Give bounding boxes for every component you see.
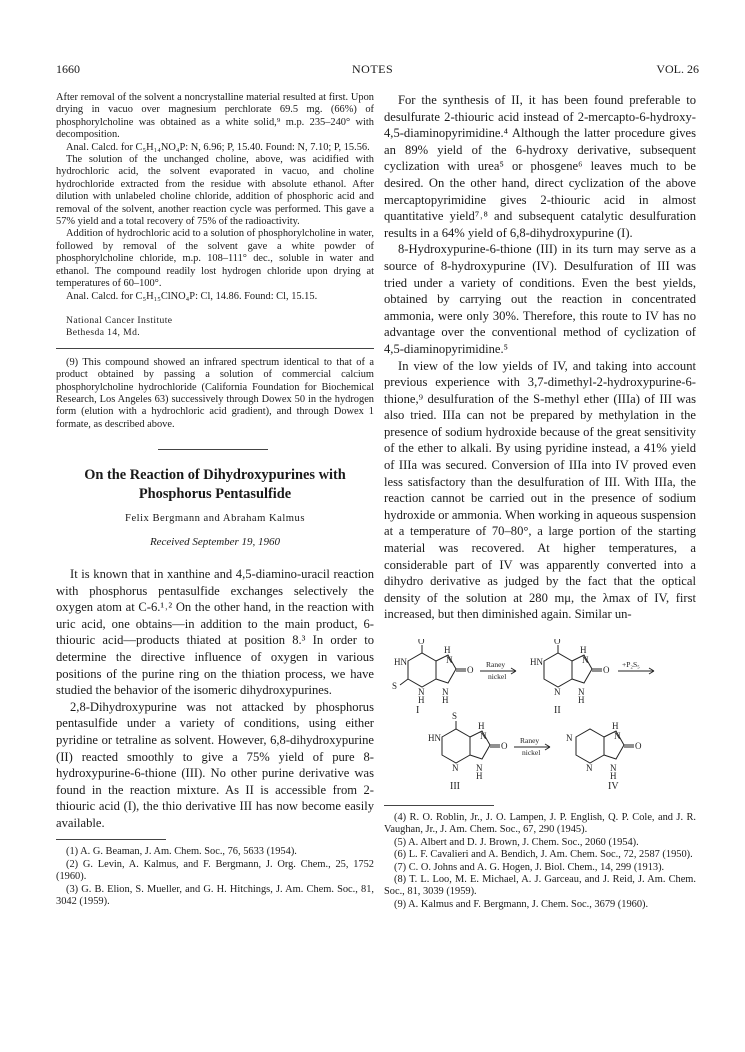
footnotes [56,846,374,908]
svg-text:O: O [418,639,425,646]
volume-label: VOL. 26 [656,62,699,76]
compound-i-structure [392,639,474,716]
affiliation [56,315,374,340]
svg-text:N: N [566,733,573,743]
svg-text:+P₂S₅: +P₂S₅ [622,660,640,669]
compound-label: IV [608,781,619,789]
footnotes [384,812,696,911]
paragraph: 2,8-Dihydroxypurine was not attacked by phosphorus pentasulfide under a variety of conditions, using either pyridine or tetraline as solvent. However, 6,8-dihydroxypurine (II) reacted smoothly to give a 75% yield of pure 8-hydroxypurine-6-thione (III). No other purine derivative was found in the reaction mixture. As II is accessible from 2-thiouric acid (I), the thio derivative III has now become easily available. [56,699,374,830]
authors: Felix Bergmann and Abraham Kalmus [125,512,305,524]
svg-text:H: H [580,645,587,655]
article-title: On the Reaction of Dihydroxypurines with Phosphorus Pentasulfide [84,467,346,502]
compound-iii-structure [428,711,508,789]
compound-label: II [554,705,561,716]
analysis-paragraph: Anal. Calcd. for C₅H₁₅ClNO₄P: Cl, 14.86. Found: Cl, 15.15. [66,290,318,302]
left-column [56,92,374,909]
footnote: (4) R. O. Roblin, Jr., J. O. Lampen, J. P. English, Q. P. Cole, and J. R. Vaughan, Jr., J. Am. Chem. Soc., 67, 290 (1945). [384,812,696,836]
svg-text:H: H [578,695,585,705]
footnote: (9) A. Kalmus and F. Bergmann, J. Chem. Soc., 3679 (1960). [394,898,649,910]
svg-text:N: N [578,687,585,697]
svg-text:S: S [452,711,458,721]
svg-text:N: N [452,763,459,773]
footnote-rule [56,348,374,349]
svg-text:H: H [612,721,619,731]
svg-text:HN: HN [530,657,543,667]
svg-text:N: N [610,763,617,773]
arrow-raney-nickel [480,660,516,681]
article-body [56,566,374,832]
affiliation-line: Bethesda 14, Md. [66,327,141,339]
svg-text:O: O [554,639,561,646]
compound-label: I [416,705,420,716]
svg-text:N: N [442,687,449,697]
svg-text:O: O [501,741,508,751]
footnote: (1) A. G. Beaman, J. Am. Chem. Soc., 76, 5633 (1954). [66,846,297,858]
paragraph: The solution of the unchanged choline, above, was acidified with hydrochloric acid, the solvent evaporated in vacuo, and choline hydrochloride extracted from the residue with absolute ethanol. After dilution with unlabeled choline chloride, addition of phosphoric acid and removal of the solvent, another reaction cycle was performed. This gave a 57% yield and a total recovery of 75% of the radioactivity. [56,154,374,228]
article-body [384,92,696,623]
article-separator [158,449,268,450]
svg-text:H: H [442,695,449,705]
svg-text:N: N [418,687,425,697]
preceding-article-tail [56,92,374,303]
svg-text:Raney: Raney [486,660,506,669]
compound-iv-structure [566,721,642,789]
svg-text:Raney: Raney [520,736,540,745]
svg-text:H: H [418,695,425,705]
svg-text:N: N [554,687,561,697]
affiliation-line: National Cancer Institute [66,314,173,326]
compound-ii-structure [530,639,610,716]
paragraph: After removal of the solvent a noncrystalline material resulted at first. Upon drying in vacuo over magnesium perchlorate 69.5 mg. (66%) of phosphorylcholine was obtained as a white solid,⁹ m.p. 235–240° with decomposition. [56,92,374,141]
paragraph: 8-Hydroxypurine-6-thione (III) in its turn may serve as a source of 8-hydroxypurine (IV). Desulfuration of III was tried under a variety of conditions. Even the best yields, obtained by carrying out the reaction in concentrated ammonia, were only 30%. Therefore, this route to IV has no advantage over the conventional method of cyclization of 4,5-diaminopyrimidine.⁵ [384,242,696,356]
reaction-scheme [380,639,696,789]
svg-text:nickel: nickel [488,672,507,681]
footnote: (2) G. Levin, A. Kalmus, and F. Bergmann, J. Org. Chem., 25, 1752 (1960). [56,858,374,883]
footnote: (7) C. O. Johns and A. G. Hogen, J. Biol. Chem., 14, 299 (1913). [394,861,665,873]
svg-text:N: N [614,731,621,741]
paragraph: It is known that in xanthine and 4,5-diamino-uracil reaction with phosphorus pentasulfide exchanges selectively the oxygen atom at C-6.¹˒² On the other hand, in the reaction with uric acid, one obtains—in addition to the main product, 6-thiouric acid—products thiated at position 8.³ In order to determine the directive influence of oxygen in various positions of the purine ring on the thiation process, we have studied the behavior of the isomeric dihydroxypurines. [56,566,374,698]
received-date: Received September 19, 1960 [149,535,281,548]
svg-text:O: O [467,665,474,675]
svg-text:N: N [476,763,483,773]
svg-text:nickel: nickel [522,748,541,757]
svg-text:H: H [476,771,483,781]
footnote: (6) L. F. Cavalieri and A. Bendich, J. Am. Chem. Soc., 72, 2587 (1950). [394,849,693,861]
compound-label: III [450,781,460,789]
svg-text:N: N [582,655,589,665]
paragraph: Addition of hydrochloric acid to a solution of phosphorylcholine in water, followed by removal of the solvent gave a white powder of phosphorylcholine chloride, m.p. 108–111° dec., soluble in water and ethanol. The compound readily lost hydrogen chloride upon drying at temperatures of 60–100°. [56,228,374,290]
footnote-rule [384,805,494,806]
svg-text:N: N [586,763,593,773]
svg-text:N: N [446,655,453,665]
footnote-rule [56,839,166,840]
svg-text:H: H [478,721,485,731]
paragraph: In view of the low yields of IV, and taking into account previous experience with 3,7-dimethyl-2-hydroxypurine-6-thione,⁹ desulfuration of the S-methyl ether (IIIa) of III was also tried. IIIa can not be prepared by methylation in the presence of sodium hydroxide because of the great sensitivity of the ether to alkali. By using pyridine instead, a 41% yield of IIIa was secured. Conversion of IIIa into IV proved even less satisfactory than the desulfuration of III. With IIIa, the reaction cannot be carried out in the presence of sodium hydroxide or ammonia. When working in aqueous suspension at a temperature of 70–80°, a large portion of the starting material was recovered. At higher temperatures, a considerable part of IV was apparently converted into a dihydro derivative as judged by the fact that the optical density of the solution at 280 mμ, the λmax of IV, first increased, but then diminished again. Similar un- [384,358,696,622]
right-column [384,92,696,911]
arrow-raney-nickel [514,736,550,757]
paragraph: For the synthesis of II, it has been found preferable to desulfurate 2-thiouric acid instead of 2-mercapto-6-hydroxy-4,5-diaminopyrimidine.⁴ Although the latter procedure gives an 89% yield of the 6-hydroxy derivative, subsequent cyclization with urea⁵ or phosgene⁶ leaves much to be desired. On the other hand, direct cyclization of the above mercaptopyrimidine gives 2-thiouric acid in almost quantitative yield⁷˒⁸ and subsequent catalytic desulfuration results in a 64% yield of 6,8-dihydroxypurine (I). [384,93,696,240]
page-number: 1660 [56,62,80,76]
svg-text:N: N [480,731,487,741]
analysis-paragraph: Anal. Calcd. for C₅H₁₄NO₄P: N, 6.96; P, 15.40. Found: N, 7.10; P, 15.56. [66,141,370,153]
svg-text:HN: HN [394,657,407,667]
footnote: (5) A. Albert and D. J. Brown, J. Chem. Soc., 2060 (1954). [394,836,639,848]
svg-text:O: O [635,741,642,751]
running-header: NOTES [352,62,394,76]
arrow-p2s5 [618,660,654,674]
footnote: (8) T. L. Loo, M. E. Michael, A. J. Garceau, and J. Reid, J. Am. Chem. Soc., 81, 3039 (1959). [384,874,696,898]
footnote: (9) This compound showed an infrared spectrum identical to that of a product obtained by passing a solution of commercial calcium phosphorylcholine hydrochloride (California Foundation for Biochemical Research, Los Angeles 63) successively through Dowex 50 in the hydrogen form (elution with a hydrochloric acid gradient), and through Dowex 1 formate, as described above. [56,356,374,430]
svg-text:H: H [444,645,451,655]
svg-text:O: O [603,665,610,675]
svg-text:S: S [392,681,398,691]
footnote: (3) G. B. Elion, S. Mueller, and G. H. Hitchings, J. Am. Chem. Soc., 81, 3042 (1959). [56,883,374,908]
svg-text:H: H [610,771,617,781]
svg-text:HN: HN [428,733,441,743]
